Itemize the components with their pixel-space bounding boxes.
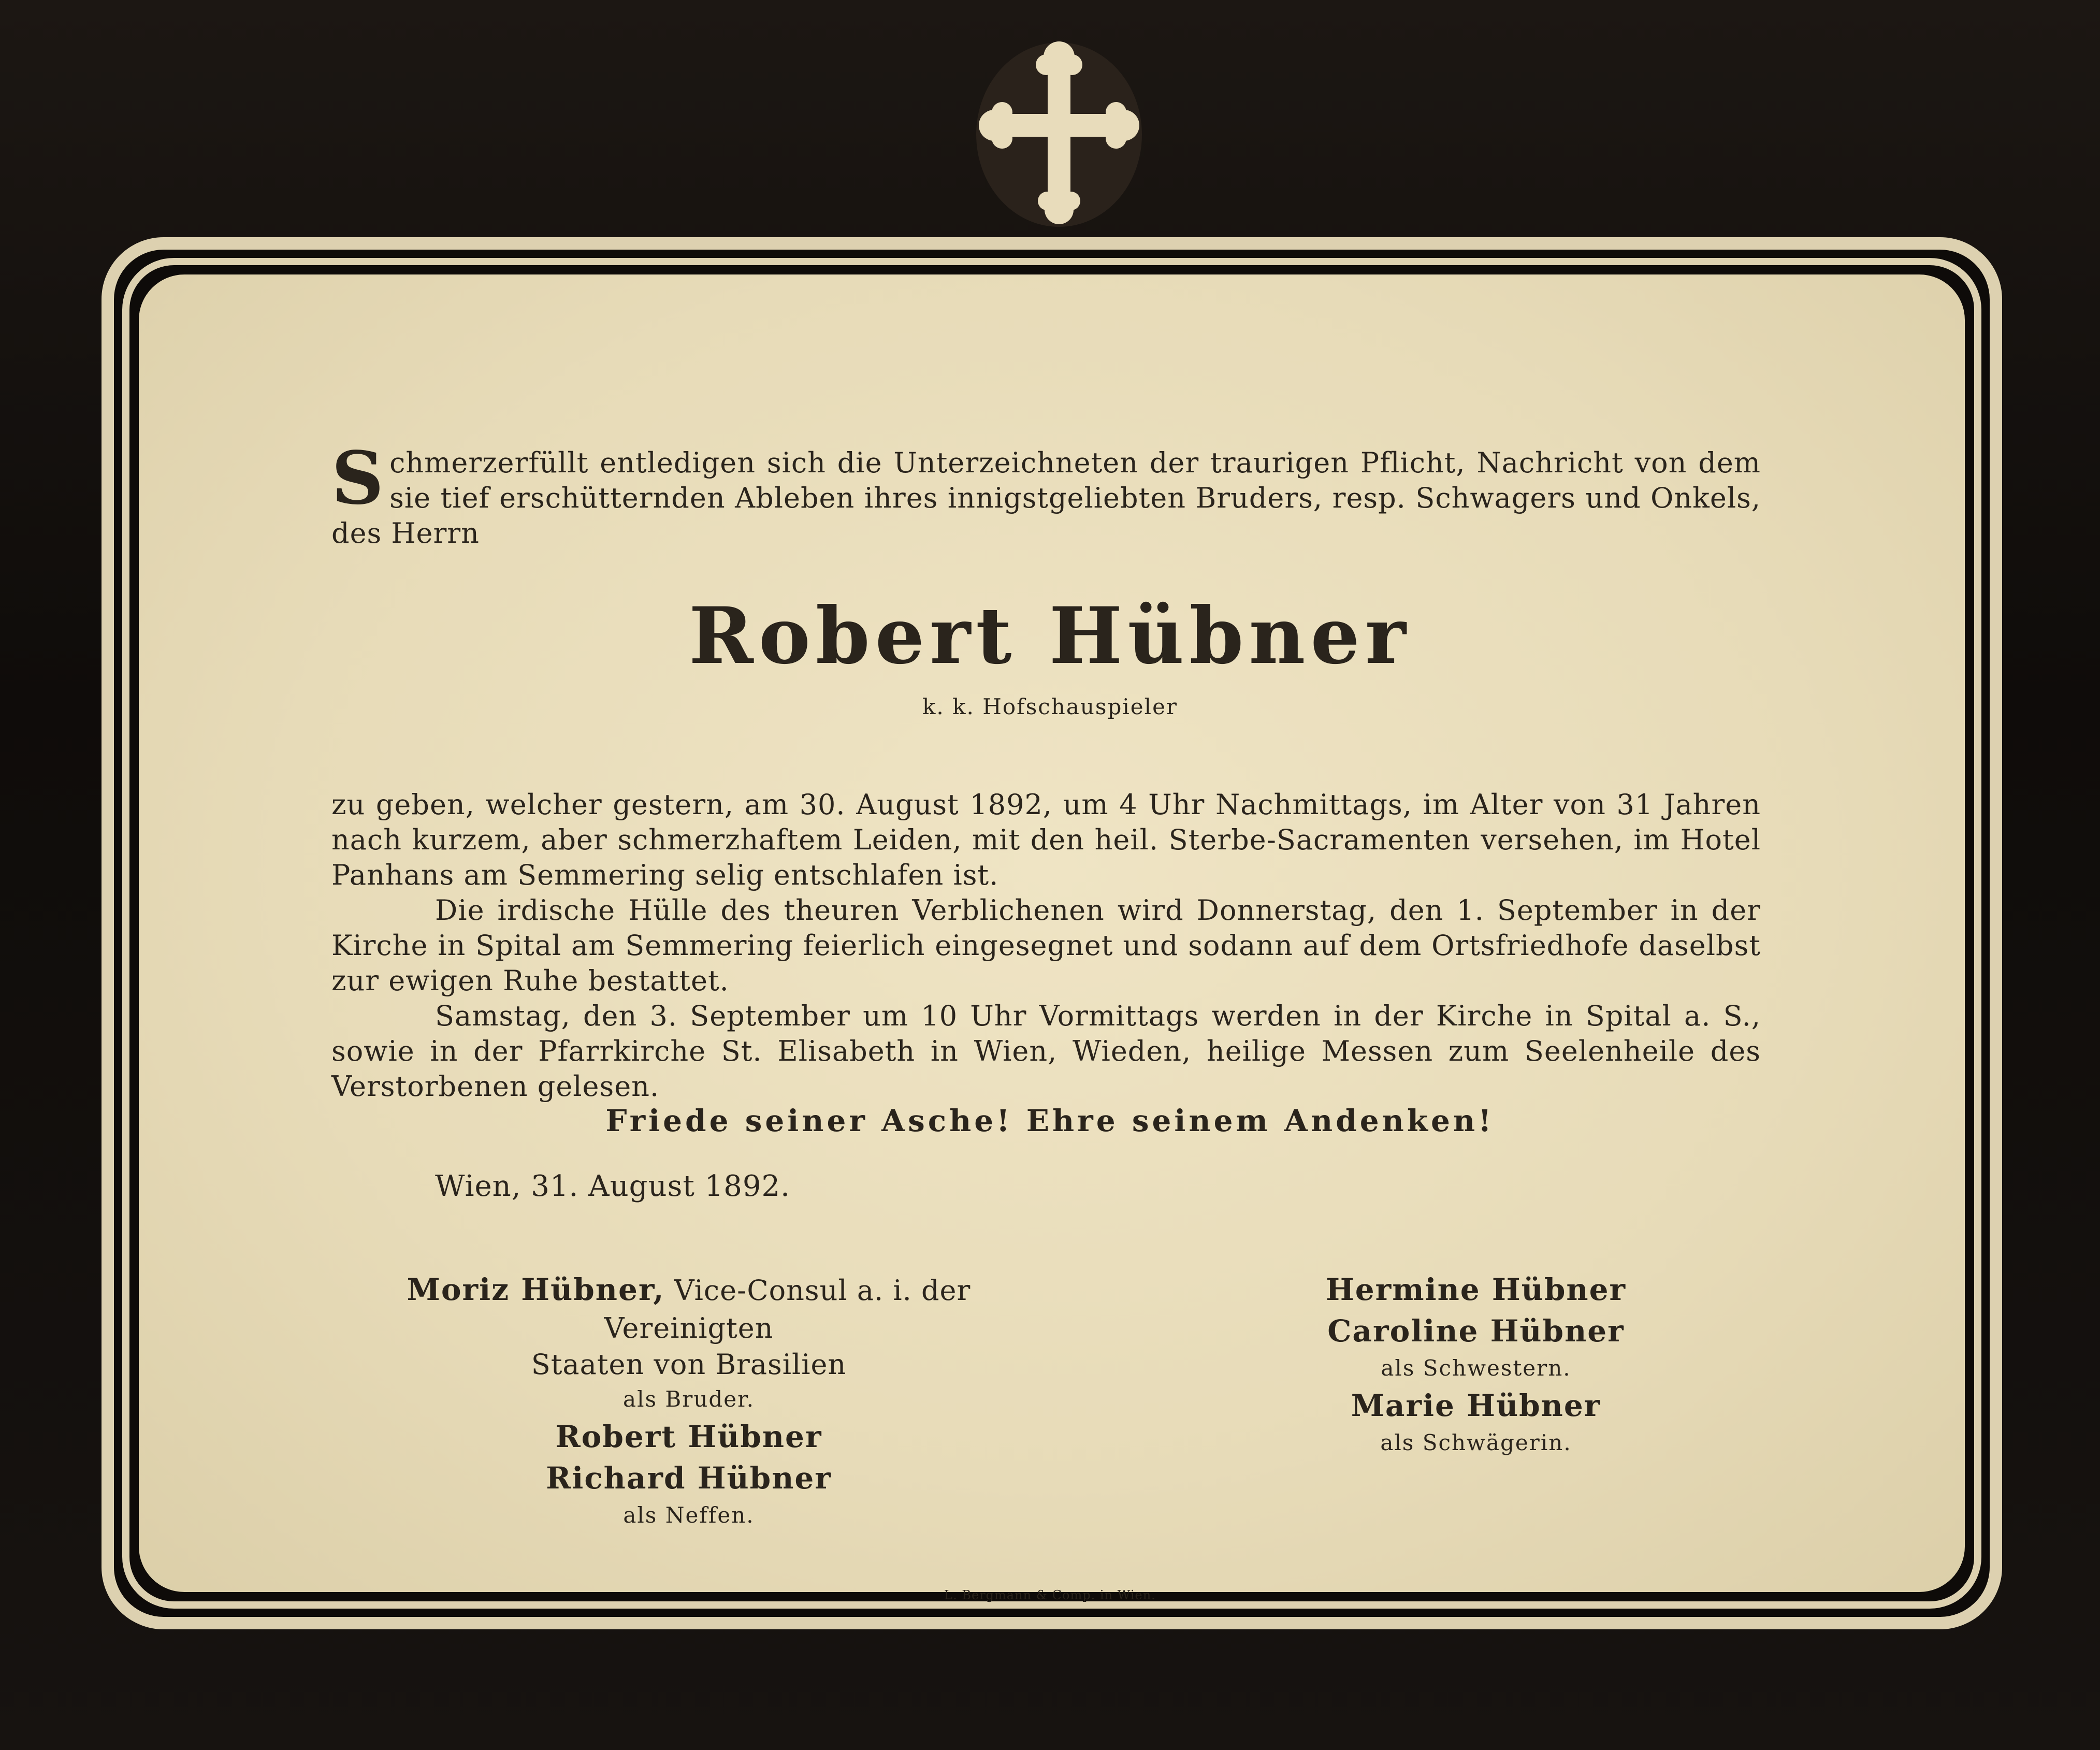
signatory-office: Vice-Consul a. i. der Vereinigten <box>604 1274 971 1344</box>
signatory-name: Richard Hübner <box>546 1460 832 1496</box>
signatory-office-line2: Staaten von Brasilien <box>531 1348 847 1381</box>
signatories-right <box>1191 1269 1761 1459</box>
deceased-name: Robert Hübner <box>689 590 1411 682</box>
intro-text: chmerzerfüllt entledigen sich die Unterzeichneten der traurigen Pflicht, Nachricht von dem sie tief erschütternden Ableben ihres innigstgeliebten Bruders, resp. Schwagers und Onkels, des Herrn <box>331 446 1761 549</box>
signatory-name: Marie Hübner <box>1351 1388 1601 1423</box>
signatory-role: als Bruder. <box>623 1386 755 1412</box>
cross-icon <box>974 36 1145 228</box>
drop-cap: S <box>331 436 385 521</box>
deceased-title: k. k. Hofschauspieler <box>922 694 1178 719</box>
signatories-left <box>342 1269 1036 1532</box>
signatory-role: als Schwestern. <box>1381 1355 1571 1381</box>
body-paragraph-3: Samstag, den 3. September um 10 Uhr Vormittags werden in der Kirche in Spital a. S., sowie in der Pfarrkirche St. Elisabeth in Wien, Wieden, heilige Messen zum Seelenheile des Verstorbenen gelesen. <box>331 1000 1761 1103</box>
body-paragraph-2: Die irdische Hülle des theuren Verblichenen wird Donnerstag, den 1. September in der Kirche in Spital am Semmering feierlich eingesegnet und sodann auf dem Ortsfriedhofe daselbst zur ewigen Ruhe bestattet. <box>331 894 1761 997</box>
signatory-name: Caroline Hübner <box>1327 1313 1625 1349</box>
printer-imprint: L. Bergmann & Comp. in Wien. <box>944 1588 1156 1602</box>
signatory-name: Hermine Hübner <box>1325 1272 1627 1307</box>
signatory-role: als Neffen. <box>623 1502 755 1528</box>
signatory-role: als Schwägerin. <box>1380 1430 1572 1455</box>
place-date: Wien, 31. August 1892. <box>435 1169 790 1203</box>
signatory-name: Robert Hübner <box>555 1419 822 1454</box>
signatory-name: Moriz Hübner, <box>407 1272 665 1307</box>
body-paragraph-1: zu geben, welcher gestern, am 30. August 1892, um 4 Uhr Nachmittags, im Alter von 31 Jahren nach kurzem, aber schmerzhaftem Leiden, mit den heil. Sterbe-Sacramenten versehen, im Hotel Panhans am Semmering selig entschlafen ist. <box>331 788 1761 891</box>
motto: Friede seiner Asche! Ehre seinem Andenken! <box>605 1103 1495 1138</box>
intro-paragraph <box>331 436 1761 551</box>
